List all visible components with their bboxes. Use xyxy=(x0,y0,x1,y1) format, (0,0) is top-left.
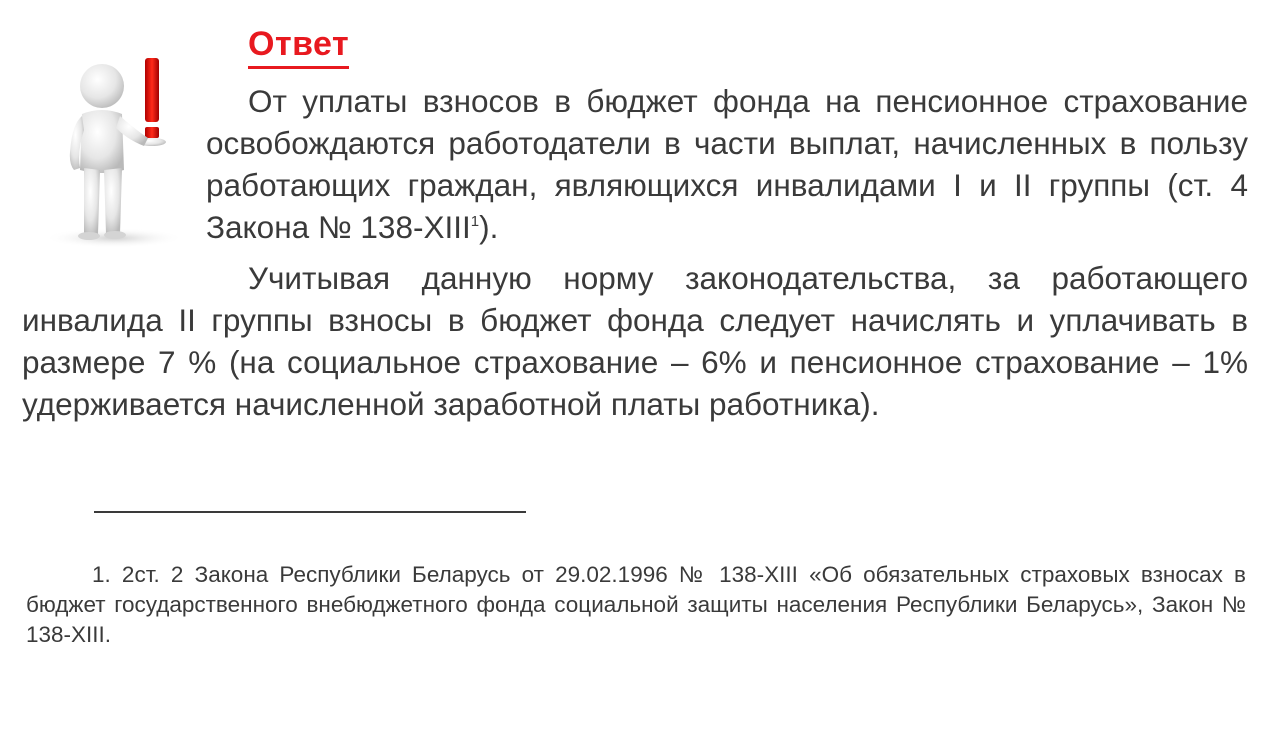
answer-paragraph xyxy=(206,80,1248,248)
page-title: Ответ xyxy=(248,24,349,69)
answer-paragraph-tail: ). xyxy=(479,209,499,245)
footnote-text: 1. 2ст. 2 Закона Республики Беларусь от 29.02.1996 № 138-XIII «Об обязательных страховых взносах в бюджет государственного внебюджетного фонда социальной защиты населения Республики Беларусь», Закон № 138-XIII. xyxy=(26,562,1246,647)
person-with-exclamation-icon xyxy=(44,52,204,252)
explanation-paragraph xyxy=(22,257,1248,425)
answer-paragraph-text: От уплаты взносов в бюджет фонда на пенсионное страхование освобождаются работодатели в части выплат, начисленных в пользу работающих граждан, являющихся инвалидами I и II группы (ст. 4 Закона № 138-XIII xyxy=(206,83,1248,245)
footnote xyxy=(26,560,1246,650)
explanation-paragraph-text: Учитывая данную норму законодательства, за работающего инвалида II группы взносы в бюджет фонда следует начислять и уплачивать в размере 7 % (на социальное страхование – 6% и пенсионное страхование – 1% удерживается начисленной заработной платы работника). xyxy=(22,260,1248,422)
footnote-divider xyxy=(94,511,526,513)
footnote-reference: 1 xyxy=(470,213,480,230)
